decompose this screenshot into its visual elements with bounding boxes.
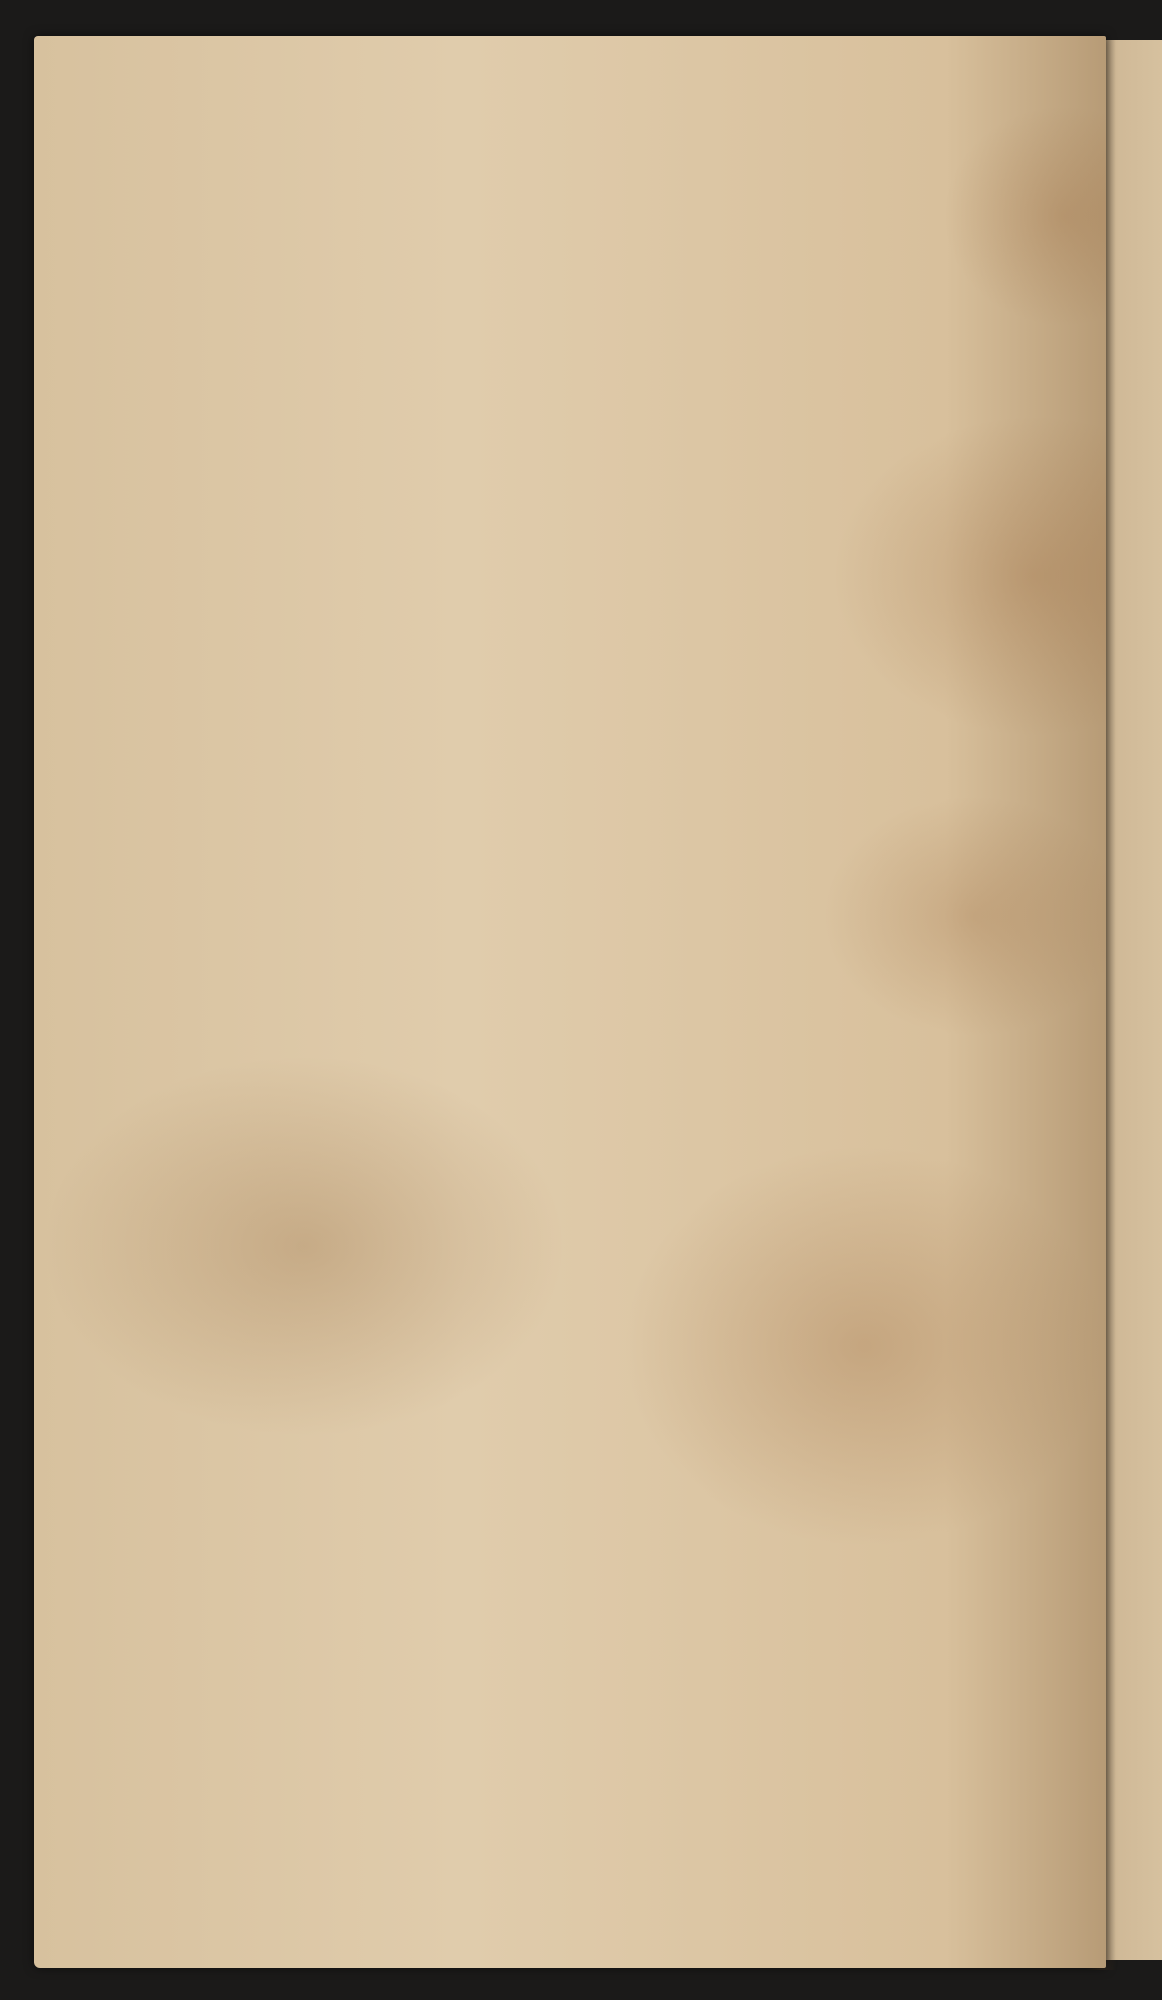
page-header: [196, 78, 908, 118]
book-page: [34, 36, 1106, 1968]
